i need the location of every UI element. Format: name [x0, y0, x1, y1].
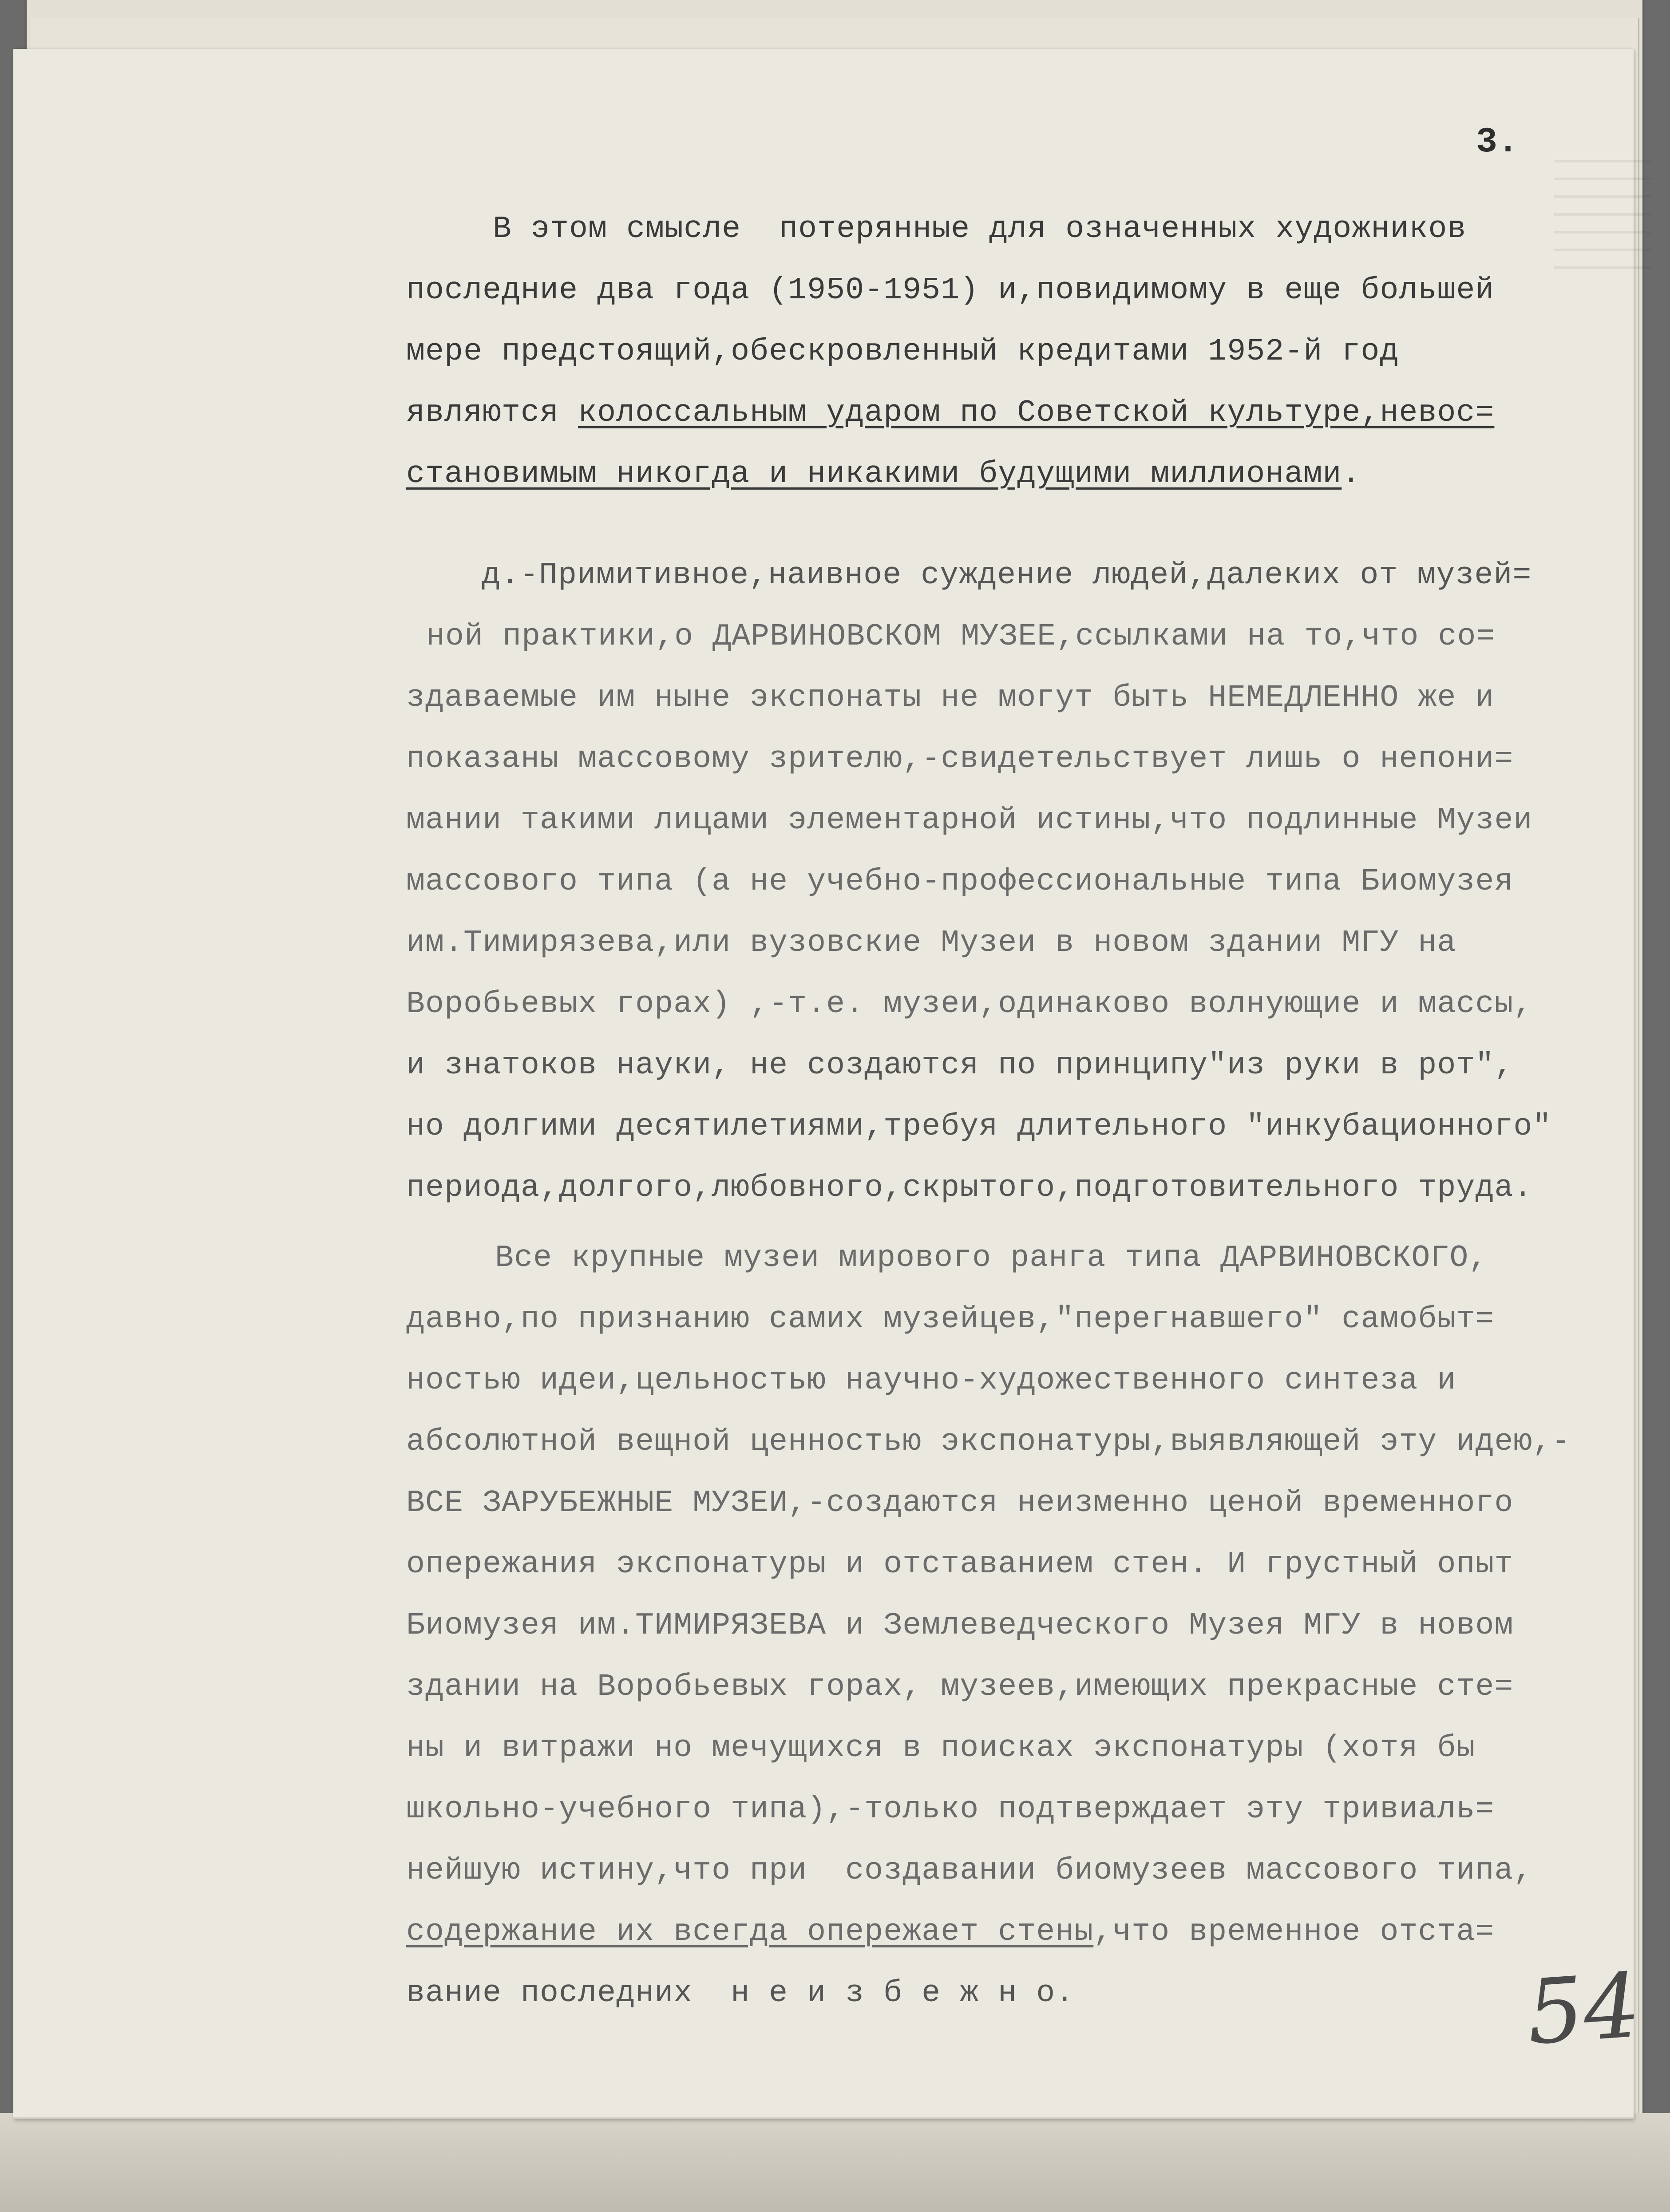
underlying-sheet-edge: [0, 2113, 1670, 2212]
show-through-text: [1554, 160, 1651, 275]
text-line: опережания экспонатуры и отставанием стен. И грустный опыт: [406, 1547, 1514, 1582]
text-line: [406, 1917, 1494, 1948]
text-line: ностью идеи,цельностью научно-художественного синтеза и: [406, 1363, 1456, 1398]
text-line: им.Тимирязева,или вузовские Музеи в новом здании МГУ на: [406, 926, 1456, 961]
text-line: последние два года (1950-1951) и,повидимому в еще большей: [406, 273, 1495, 308]
text-span: .: [1342, 457, 1361, 492]
text-span: являются: [406, 396, 578, 431]
page-number: 3.: [1476, 122, 1519, 162]
text-line: ны и витражи но мечущихся в поисках экспонатуры (хотя бы: [406, 1731, 1476, 1766]
underlined-text: колоссальным ударом по Советской культуре,невос=: [578, 396, 1495, 431]
text-line: Все крупные музеи мирового ранга типа ДАРВИНОВСКОГО,: [495, 1241, 1488, 1276]
handwritten-folio-number: 54: [1524, 1954, 1644, 2065]
text-line: давно,по признанию самих музейцев,"перегнавшего" самобыт=: [406, 1302, 1495, 1337]
text-line: [406, 459, 1361, 490]
underlined-text: содержание их всегда опережает стены: [406, 1915, 1094, 1950]
text-line: вание последних н е и з б е ж н о.: [406, 1976, 1075, 2011]
underlined-text: становимым никогда и никакими будущими миллионами: [406, 457, 1342, 492]
text-line: но долгими десятилетиями,требуя длительного "инкубационного": [406, 1109, 1552, 1144]
text-line: показаны массовому зрителю,-свидетельствует лишь о непони=: [406, 742, 1514, 777]
text-line: здаваемые им ныне экспонаты не могут быть НЕМЕДЛЕННО же и: [406, 681, 1495, 716]
text-line: периода,долгого,любовного,скрытого,подготовительного труда.: [406, 1171, 1533, 1206]
text-line: Биомузея им.ТИМИРЯЗЕВА и Землеведческого Музея МГУ в новом: [406, 1608, 1514, 1643]
text-span: ,что временное отста=: [1093, 1915, 1495, 1950]
text-line: абсолютной вещной ценностью экспонатуры,выявляющей эту идею,-: [406, 1425, 1571, 1460]
text-line: ВСЕ ЗАРУБЕЖНЫЕ МУЗЕИ,-создаются неизменно ценой временного: [406, 1486, 1514, 1521]
text-line: д.-Примитивное,наивное суждение людей,далеких от музей=: [482, 558, 1532, 593]
text-line: здании на Воробьевых горах, музеев,имеющих прекрасные сте=: [406, 1670, 1514, 1705]
text-line: нейшую истину,что при создавании биомузеев массового типа,: [406, 1853, 1533, 1888]
text-line: ной практики,о ДАРВИНОВСКОМ МУЗЕЕ,ссылками на то,что со=: [426, 619, 1496, 654]
text-line: школьно-учебного типа),-только подтверждает эту тривиаль=: [406, 1792, 1495, 1827]
text-line: и знатоков науки, не создаются по принципу"из руки в рот",: [406, 1048, 1514, 1083]
text-line: массового типа (а не учебно-профессиональные типа Биомузея: [406, 864, 1514, 899]
text-line: [406, 398, 1494, 429]
text-line: мере предстоящий,обескровленный кредитами 1952-й год: [406, 334, 1399, 369]
text-line: В этом смысле потерянные для означенных художников: [493, 212, 1467, 247]
text-line: мании такими лицами элементарной истины,что подлинные Музеи: [406, 803, 1533, 838]
text-line: Воробьевых горах) ,-т.е. музеи,одинаково волнующие и массы,: [406, 987, 1533, 1022]
